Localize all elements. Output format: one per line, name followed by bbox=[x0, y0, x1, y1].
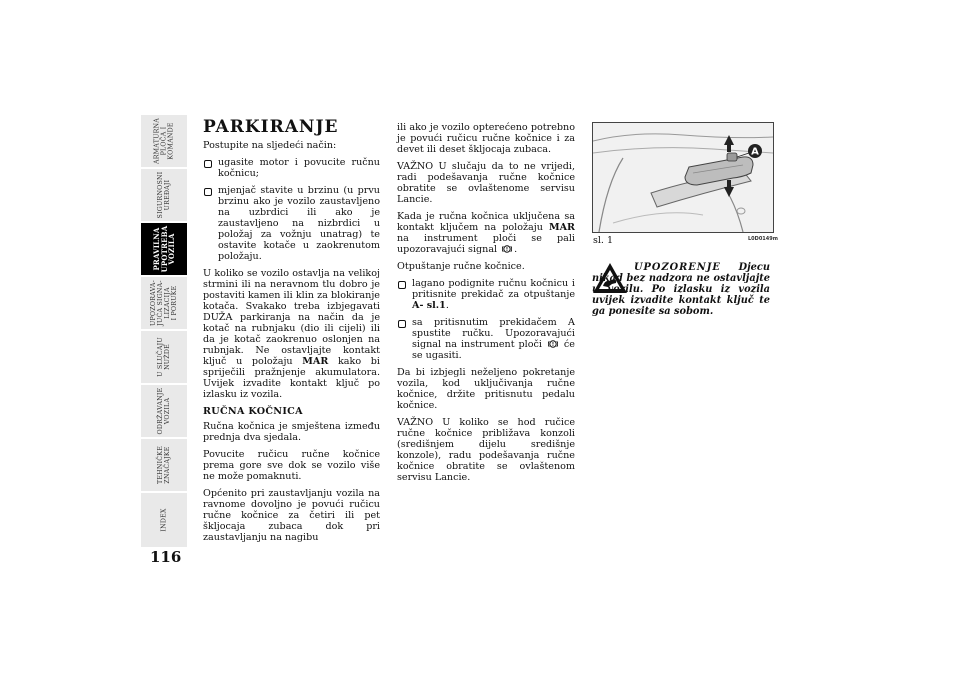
section-heading: PARKIRANJE bbox=[203, 117, 339, 137]
list-item bbox=[397, 317, 575, 361]
text-run: . bbox=[514, 244, 518, 255]
svg-text:!: ! bbox=[551, 342, 555, 348]
tab-maintenance[interactable] bbox=[141, 385, 187, 437]
text-run: Kada je ručna kočnica uključena sa kontakt ključem na položaju bbox=[397, 211, 575, 233]
figure-code: L0D0149m bbox=[748, 236, 778, 242]
tab-correct-use[interactable] bbox=[141, 223, 187, 275]
tab-label: U SLUČAJU NUŽDE bbox=[157, 337, 171, 377]
tab-index[interactable] bbox=[141, 493, 187, 547]
tab-label: UPOZORAVA- JUĆA SIGNA- LIZACIJA I PORUKE bbox=[150, 280, 178, 327]
paragraph: Otpuštanje ručne kočnice. bbox=[397, 261, 525, 272]
paragraph: Općenito pri zaustavljanju vozila na ravnome dovoljno je povući ručicu ručne kočnice za četiri ili pet škljocaja zubaca dok pri zaustavljanju na nagibu bbox=[203, 488, 380, 543]
text-run: na instrument ploči se pali upozoravajući signal bbox=[397, 233, 575, 255]
warning-title: UPOZORENJE bbox=[634, 262, 721, 273]
tab-label: INDEX bbox=[160, 508, 168, 532]
tab-label: SIGURNOSNI UREĐAJI bbox=[157, 171, 171, 219]
tab-label: PRAVILNA UPOTREBA VOZILA bbox=[151, 225, 176, 273]
paragraph: VAŽNO U koliko se hod ručice ručne kočnice približava konzoli (središnjem dijelu središnje konzole), radu podešavanja ručne kočnice obratite se ovlaštenom servisu Lancie. bbox=[397, 417, 575, 483]
tab-technical-specs[interactable] bbox=[141, 439, 187, 491]
paragraph bbox=[397, 211, 575, 255]
paragraph: Povucite ručicu ručne kočnice prema gore sve dok se vozilo više ne može pomaknuti. bbox=[203, 449, 380, 482]
tab-label: ARMATURNA PLOČA I KOMANDE bbox=[153, 117, 175, 165]
paragraph: Da bi izbjegli neželjeno pokretanje vozila, kod uključivanja ručne kočnice, držite pritisnutu pedalu kočnice. bbox=[397, 367, 575, 411]
page-number: 116 bbox=[150, 548, 182, 566]
tab-safety-devices[interactable] bbox=[141, 169, 187, 221]
key-position-mar: MAR bbox=[302, 356, 329, 367]
tab-label: ODRŽAVANJE VOZILA bbox=[157, 387, 171, 435]
paragraph: VAŽNO U slučaju da to ne vrijedi, radi podešavanja ručne kočnice obratite se ovlaštenome servisu Lancie. bbox=[397, 161, 575, 205]
text-run: će se ugasiti. bbox=[412, 339, 575, 361]
list-item bbox=[397, 278, 575, 311]
paragraph: Ručna kočnica je smještena između prednja dva sjedala. bbox=[203, 421, 380, 443]
text-run: kako bi spriječili pražnjenje akumulatora. Uvijek izvadite kontakt ključ po izlasku iz vozila. bbox=[203, 356, 380, 400]
svg-text:!: ! bbox=[506, 247, 509, 253]
text-column-middle bbox=[397, 122, 575, 489]
warning-body: Djecu nikad bez nadzora ne ostavljajte u vozilu. Po izlasku iz vozila uvijek izvadite kontakt ključ te ga ponesite sa sobom. bbox=[592, 262, 770, 317]
intro-text: Postupite na sljedeći način: bbox=[203, 140, 337, 151]
tab-emergency[interactable] bbox=[141, 331, 187, 383]
list-item: mjenjač stavite u brzinu (u prvu brzinu ako je vozilo zaustavljeno na uzbrdici ili ako je zaustavljeno na nizbrdici u položaj za vožnju unatrag) te ostavite kotače u zaokrenutom položaju. bbox=[203, 185, 380, 262]
brake-warning-icon bbox=[502, 244, 512, 254]
callout-label: A bbox=[751, 146, 759, 158]
figure-caption: sl. 1 bbox=[593, 235, 613, 246]
key-position-mar: MAR bbox=[548, 222, 575, 233]
tab-warning-lights[interactable] bbox=[141, 277, 187, 329]
text-run: lagano podignite ručnu kočnicu i pritisnite prekidač za otpuštanje bbox=[412, 278, 575, 300]
figure-reference: A- sl.1 bbox=[412, 300, 446, 311]
paragraph bbox=[203, 268, 380, 400]
handbrake-illustration bbox=[593, 123, 773, 232]
handbrake-figure bbox=[592, 122, 774, 233]
warning-box bbox=[592, 262, 770, 317]
tab-instrument-panel[interactable] bbox=[141, 115, 187, 167]
brake-warning-icon bbox=[548, 339, 558, 349]
list-item: ugasite motor i povucite ručnu kočnicu; bbox=[203, 157, 380, 179]
text-run: . bbox=[445, 300, 449, 311]
warning-text bbox=[592, 262, 770, 317]
text-run: U koliko se vozilo ostavlja na velikoj strmini ili na neravnom tlu dobro je postaviti kamen ili klin za blokiranje kotača. Svakako treba izbjegavati DUŽA parkiranja na način da je kotač na rubnjaku (dio ili cijeli) ili da je kotač zaokrenuo oslonjen na rubnjak. Ne ostavljajte kontakt ključ u položaju bbox=[203, 268, 380, 367]
tab-label: TEHNIČKE ZNAČAJKE bbox=[157, 446, 171, 485]
paragraph: ili ako je vozilo opterećeno potrebno je povući ručicu ručne kočnice i za devet ili deset škljocaja zubaca. bbox=[397, 122, 575, 155]
subheading: RUČNA KOČNICA bbox=[203, 406, 303, 417]
text-run: sa pritisnutim prekidačem A spustite ručku. Upozoravajući signal na instrument ploči bbox=[412, 317, 575, 350]
text-column-left bbox=[203, 117, 380, 549]
